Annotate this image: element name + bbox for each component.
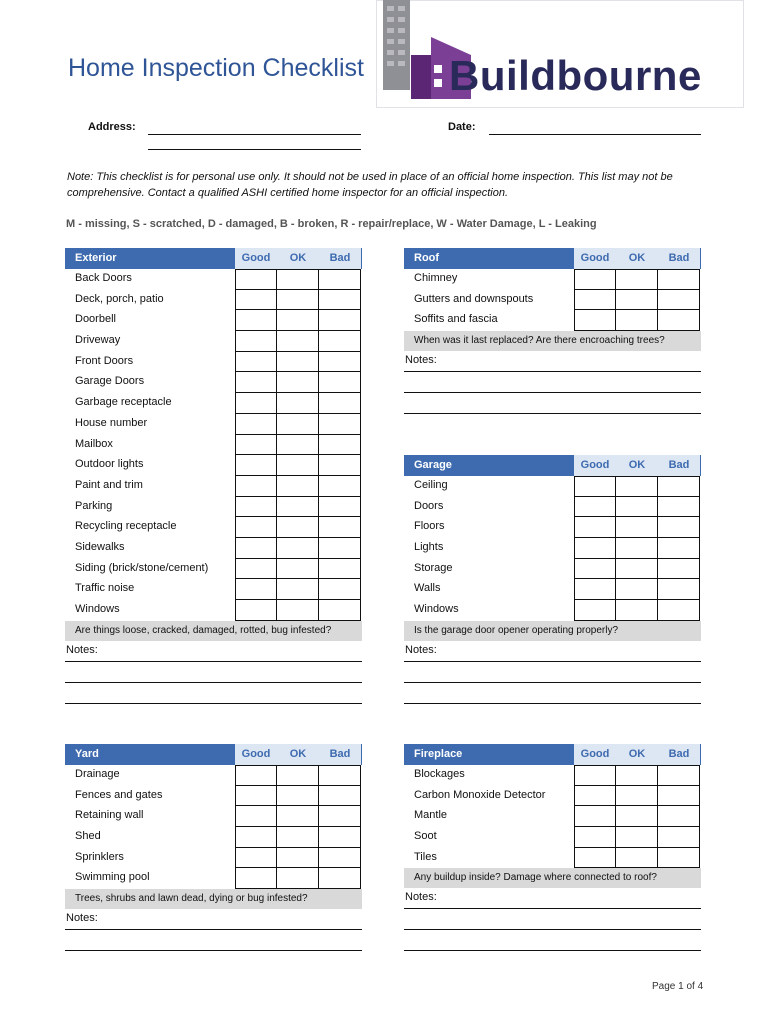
rating-bad-checkbox[interactable]: [319, 414, 361, 435]
checklist-row: [65, 310, 362, 331]
rating-good-checkbox[interactable]: [235, 517, 277, 538]
checklist-row: [65, 331, 362, 352]
checklist-row: [65, 806, 362, 827]
item-label: Mailbox: [75, 437, 113, 450]
rating-ok-checkbox[interactable]: [616, 579, 658, 600]
checklist-row: [65, 579, 362, 600]
notes-label: Notes:: [405, 643, 437, 656]
rating-good-checkbox[interactable]: [574, 476, 616, 497]
rating-ok-checkbox[interactable]: [277, 393, 319, 414]
rating-bad-checkbox[interactable]: [319, 455, 361, 476]
notes-line[interactable]: [404, 930, 701, 951]
rating-good-checkbox[interactable]: [235, 455, 277, 476]
checklist-row: [404, 310, 701, 331]
yard-header: [65, 744, 362, 765]
rating-ok-checkbox[interactable]: [616, 786, 658, 807]
rating-ok-checkbox[interactable]: [616, 827, 658, 848]
rating-good-checkbox[interactable]: [574, 290, 616, 311]
item-label: Sidewalks: [75, 540, 125, 553]
rating-ok-checkbox[interactable]: [616, 290, 658, 311]
yard-table: [65, 744, 362, 951]
notes-field[interactable]: [404, 641, 701, 662]
rating-good-checkbox[interactable]: [235, 393, 277, 414]
rating-bad-checkbox[interactable]: [319, 538, 361, 559]
company-logo: [376, 0, 744, 108]
rating-ok-checkbox[interactable]: [277, 559, 319, 580]
checklist-row: [65, 414, 362, 435]
section-title: Fireplace: [414, 748, 463, 760]
rating-bad-checkbox[interactable]: [658, 786, 700, 807]
roof-question: When was it last replaced? Are there encroaching trees?: [404, 331, 701, 351]
col-ok: OK: [277, 744, 319, 765]
rating-good-checkbox[interactable]: [235, 414, 277, 435]
rating-bad-checkbox[interactable]: [658, 765, 700, 786]
rating-bad-checkbox[interactable]: [658, 497, 700, 518]
rating-ok-checkbox[interactable]: [277, 476, 319, 497]
rating-good-checkbox[interactable]: [235, 827, 277, 848]
col-bad: Bad: [658, 248, 700, 269]
rating-ok-checkbox[interactable]: [277, 352, 319, 373]
notes-line[interactable]: [404, 683, 701, 704]
rating-ok-checkbox[interactable]: [616, 559, 658, 580]
item-label: Doorbell: [75, 313, 116, 326]
checklist-row: [65, 600, 362, 621]
address-label: Address:: [88, 121, 136, 133]
fireplace-header: [404, 744, 701, 765]
item-label: Deck, porch, patio: [75, 292, 164, 305]
checklist-row: [65, 476, 362, 497]
rating-ok-checkbox[interactable]: [616, 538, 658, 559]
item-label: Windows: [75, 603, 120, 615]
garage-rows: [404, 476, 701, 621]
rating-bad-checkbox[interactable]: [319, 600, 361, 621]
rating-bad-checkbox[interactable]: [319, 310, 361, 331]
fireplace-question: Any buildup inside? Damage where connected to roof?: [404, 868, 701, 888]
date-label: Date:: [448, 121, 476, 133]
rating-bad-checkbox[interactable]: [658, 310, 700, 331]
rating-good-checkbox[interactable]: [574, 538, 616, 559]
rating-good-checkbox[interactable]: [574, 600, 616, 621]
item-label: Lights: [414, 541, 444, 554]
address-field-line2[interactable]: [148, 149, 361, 150]
rating-bad-checkbox[interactable]: [319, 435, 361, 456]
item-label: Garage Doors: [75, 375, 145, 388]
rating-bad-checkbox[interactable]: [319, 806, 361, 827]
item-label: Fences and gates: [75, 788, 163, 801]
col-ok: OK: [616, 744, 658, 765]
exterior-question: Are things loose, cracked, damaged, rotted, bug infested?: [65, 621, 362, 641]
disclaimer-note: Note: This checklist is for personal use only. It should not be used in place of an official home inspection. This list may not be comprehensive. Contact a qualified ASHI certified home inspector for an official inspection.: [67, 171, 673, 199]
rating-ok-checkbox[interactable]: [277, 827, 319, 848]
checklist-row: [65, 497, 362, 518]
rating-good-checkbox[interactable]: [235, 476, 277, 497]
rating-bad-checkbox[interactable]: [658, 579, 700, 600]
condition-legend: M - missing, S - scratched, D - damaged, B - broken, R - repair/replace, W - Water Damage, L - Leaking: [66, 218, 597, 230]
item-label: Traffic noise: [75, 582, 135, 595]
rating-good-checkbox[interactable]: [235, 352, 277, 373]
fireplace-table: [404, 744, 701, 951]
rating-bad-checkbox[interactable]: [319, 827, 361, 848]
rating-bad-checkbox[interactable]: [658, 827, 700, 848]
notes-line[interactable]: [65, 662, 362, 683]
col-ok: OK: [277, 248, 319, 269]
rating-bad-checkbox[interactable]: [319, 868, 361, 889]
item-label: Front Doors: [75, 354, 134, 367]
rating-good-checkbox[interactable]: [235, 538, 277, 559]
rating-bad-checkbox[interactable]: [319, 579, 361, 600]
notes-line[interactable]: [404, 393, 701, 414]
date-field[interactable]: [489, 134, 701, 135]
item-label: Swimming pool: [75, 871, 150, 884]
rating-bad-checkbox[interactable]: [319, 331, 361, 352]
item-label: Driveway: [75, 334, 121, 347]
section-title: Exterior: [75, 252, 117, 264]
col-good: Good: [574, 248, 616, 269]
rating-good-checkbox[interactable]: [235, 765, 277, 786]
exterior-rows: [65, 269, 362, 621]
rating-good-checkbox[interactable]: [235, 497, 277, 518]
notes-label: Notes:: [405, 891, 437, 904]
rating-ok-checkbox[interactable]: [277, 786, 319, 807]
item-label: Chimney: [414, 272, 458, 284]
rating-good-checkbox[interactable]: [574, 269, 616, 290]
roof-table: [404, 248, 701, 414]
item-label: Garbage receptacle: [75, 396, 172, 409]
rating-bad-checkbox[interactable]: [319, 393, 361, 414]
rating-ok-checkbox[interactable]: [277, 290, 319, 311]
notes-field[interactable]: [404, 351, 701, 372]
rating-ok-checkbox[interactable]: [616, 310, 658, 331]
col-bad: Bad: [658, 455, 700, 476]
notes-label: Notes:: [66, 643, 98, 656]
rating-bad-checkbox[interactable]: [319, 476, 361, 497]
rating-good-checkbox[interactable]: [235, 600, 277, 621]
fireplace-rows: [404, 765, 701, 868]
rating-bad-checkbox[interactable]: [658, 290, 700, 311]
col-bad: Bad: [658, 744, 700, 765]
rating-bad-checkbox[interactable]: [658, 476, 700, 497]
checklist-row: [404, 517, 701, 538]
item-label: Tiles: [414, 850, 437, 863]
rating-bad-checkbox[interactable]: [319, 765, 361, 786]
checklist-row: [65, 517, 362, 538]
rating-ok-checkbox[interactable]: [277, 414, 319, 435]
address-field[interactable]: [148, 134, 361, 135]
item-label: House number: [75, 416, 148, 429]
rating-bad-checkbox[interactable]: [319, 559, 361, 580]
item-label: Mantle: [414, 809, 448, 822]
garage-header: [404, 455, 701, 476]
item-label: Paint and trim: [75, 478, 143, 491]
notes-line[interactable]: [404, 662, 701, 683]
exterior-table: [65, 248, 362, 704]
rating-good-checkbox[interactable]: [574, 765, 616, 786]
item-label: Carbon Monoxide Detector: [414, 788, 546, 801]
checklist-row: [404, 827, 701, 848]
checklist-row: [65, 352, 362, 373]
page-number: Page 1 of 4: [652, 981, 704, 992]
item-label: Retaining wall: [75, 809, 144, 822]
notes-field[interactable]: [65, 641, 362, 662]
page-title: Home Inspection Checklist: [68, 54, 364, 82]
checklist-row: [404, 786, 701, 807]
item-label: Ceiling: [414, 479, 448, 491]
rating-good-checkbox[interactable]: [574, 786, 616, 807]
rating-ok-checkbox[interactable]: [616, 269, 658, 290]
rating-ok-checkbox[interactable]: [616, 765, 658, 786]
rating-ok-checkbox[interactable]: [277, 331, 319, 352]
checklist-row: [404, 476, 701, 497]
checklist-row: [65, 538, 362, 559]
col-good: Good: [574, 744, 616, 765]
rating-bad-checkbox[interactable]: [658, 559, 700, 580]
rating-good-checkbox[interactable]: [235, 372, 277, 393]
notes-line[interactable]: [65, 683, 362, 704]
rating-ok-checkbox[interactable]: [277, 848, 319, 869]
exterior-header: [65, 248, 362, 269]
rating-bad-checkbox[interactable]: [319, 497, 361, 518]
item-label: Doors: [414, 499, 444, 512]
checklist-row: [404, 497, 701, 518]
rating-good-checkbox[interactable]: [235, 269, 277, 290]
rating-bad-checkbox[interactable]: [319, 517, 361, 538]
section-title: Roof: [414, 252, 440, 264]
notes-line[interactable]: [404, 372, 701, 393]
rating-bad-checkbox[interactable]: [658, 848, 700, 869]
col-good: Good: [235, 744, 277, 765]
building-graphic: [383, 0, 410, 90]
rating-ok-checkbox[interactable]: [616, 517, 658, 538]
checklist-row: [65, 455, 362, 476]
rating-bad-checkbox[interactable]: [319, 848, 361, 869]
item-label: Blockages: [414, 768, 465, 780]
checklist-row: [404, 559, 701, 580]
col-good: Good: [574, 455, 616, 476]
rating-ok-checkbox[interactable]: [277, 435, 319, 456]
item-label: Shed: [75, 830, 101, 843]
rating-ok-checkbox[interactable]: [277, 868, 319, 889]
item-label: Drainage: [75, 768, 120, 780]
rating-good-checkbox[interactable]: [574, 848, 616, 869]
item-label: Gutters and downspouts: [414, 292, 534, 305]
item-label: Back Doors: [75, 272, 132, 284]
rating-bad-checkbox[interactable]: [658, 538, 700, 559]
checklist-row: [404, 806, 701, 827]
rating-ok-checkbox[interactable]: [277, 497, 319, 518]
rating-ok-checkbox[interactable]: [277, 310, 319, 331]
notes-field[interactable]: [404, 888, 701, 909]
checklist-row: [65, 559, 362, 580]
checklist-row: [404, 848, 701, 869]
rating-good-checkbox[interactable]: [235, 806, 277, 827]
checklist-row: [65, 290, 362, 311]
item-label: Siding (brick/stone/cement): [75, 561, 209, 574]
rating-bad-checkbox[interactable]: [319, 269, 361, 290]
checklist-row: [404, 290, 701, 311]
rating-good-checkbox[interactable]: [574, 559, 616, 580]
yard-question: Trees, shrubs and lawn dead, dying or bug infested?: [65, 889, 362, 909]
col-ok: OK: [616, 248, 658, 269]
rating-good-checkbox[interactable]: [235, 559, 277, 580]
checklist-row: [65, 848, 362, 869]
rating-bad-checkbox[interactable]: [658, 600, 700, 621]
item-label: Floors: [414, 520, 445, 533]
garage-question: Is the garage door opener operating properly?: [404, 621, 701, 641]
checklist-row: [65, 393, 362, 414]
rating-ok-checkbox[interactable]: [616, 476, 658, 497]
rating-good-checkbox[interactable]: [574, 579, 616, 600]
checklist-row: [65, 372, 362, 393]
rating-good-checkbox[interactable]: [235, 786, 277, 807]
roof-header: [404, 248, 701, 269]
checklist-row: [404, 765, 701, 786]
checklist-row: [65, 269, 362, 290]
rating-ok-checkbox[interactable]: [277, 269, 319, 290]
checklist-row: [404, 579, 701, 600]
rating-ok-checkbox[interactable]: [277, 600, 319, 621]
item-label: Recycling receptacle: [75, 520, 177, 533]
rating-ok-checkbox[interactable]: [277, 372, 319, 393]
rating-good-checkbox[interactable]: [574, 497, 616, 518]
checklist-row: [65, 868, 362, 889]
col-bad: Bad: [319, 248, 361, 269]
rating-bad-checkbox[interactable]: [319, 786, 361, 807]
rating-ok-checkbox[interactable]: [277, 765, 319, 786]
notes-line[interactable]: [65, 930, 362, 951]
checklist-row: [65, 786, 362, 807]
rating-ok-checkbox[interactable]: [616, 497, 658, 518]
item-label: Parking: [75, 499, 113, 512]
rating-ok-checkbox[interactable]: [277, 538, 319, 559]
col-good: Good: [235, 248, 277, 269]
item-label: Sprinklers: [75, 850, 124, 863]
checklist-row: [404, 269, 701, 290]
rating-good-checkbox[interactable]: [235, 868, 277, 889]
item-label: Walls: [414, 582, 441, 595]
item-label: Storage: [414, 561, 453, 574]
checklist-row: [404, 538, 701, 559]
rating-ok-checkbox[interactable]: [277, 455, 319, 476]
yard-rows: [65, 765, 362, 889]
col-bad: Bad: [319, 744, 361, 765]
rating-ok-checkbox[interactable]: [277, 579, 319, 600]
notes-label: Notes:: [66, 912, 98, 925]
rating-ok-checkbox[interactable]: [277, 806, 319, 827]
rating-good-checkbox[interactable]: [574, 517, 616, 538]
rating-ok-checkbox[interactable]: [616, 806, 658, 827]
rating-good-checkbox[interactable]: [574, 806, 616, 827]
rating-good-checkbox[interactable]: [235, 579, 277, 600]
rating-bad-checkbox[interactable]: [319, 290, 361, 311]
rating-ok-checkbox[interactable]: [277, 517, 319, 538]
section-title: Garage: [414, 459, 452, 471]
rating-good-checkbox[interactable]: [574, 827, 616, 848]
rating-good-checkbox[interactable]: [235, 290, 277, 311]
rating-ok-checkbox[interactable]: [616, 600, 658, 621]
rating-bad-checkbox[interactable]: [319, 372, 361, 393]
rating-bad-checkbox[interactable]: [658, 517, 700, 538]
rating-bad-checkbox[interactable]: [319, 352, 361, 373]
checklist-row: [65, 765, 362, 786]
checklist-row: [65, 435, 362, 456]
checklist-row: [65, 827, 362, 848]
section-title: Yard: [75, 748, 99, 760]
rating-bad-checkbox[interactable]: [658, 269, 700, 290]
notes-label: Notes:: [405, 354, 437, 367]
item-label: Soot: [414, 830, 437, 843]
checklist-row: [404, 600, 701, 621]
rating-good-checkbox[interactable]: [235, 435, 277, 456]
rating-good-checkbox[interactable]: [235, 310, 277, 331]
roof-rows: [404, 269, 701, 331]
col-ok: OK: [616, 455, 658, 476]
item-label: Soffits and fascia: [414, 313, 498, 326]
item-label: Windows: [414, 603, 459, 616]
rating-ok-checkbox[interactable]: [616, 848, 658, 869]
item-label: Outdoor lights: [75, 458, 144, 471]
garage-table: [404, 455, 701, 704]
rating-good-checkbox[interactable]: [574, 310, 616, 331]
notes-field[interactable]: [65, 909, 362, 930]
rating-bad-checkbox[interactable]: [658, 806, 700, 827]
notes-line[interactable]: [404, 909, 701, 930]
brand-name: Buildbourne: [449, 52, 702, 99]
rating-good-checkbox[interactable]: [235, 331, 277, 352]
rating-good-checkbox[interactable]: [235, 848, 277, 869]
